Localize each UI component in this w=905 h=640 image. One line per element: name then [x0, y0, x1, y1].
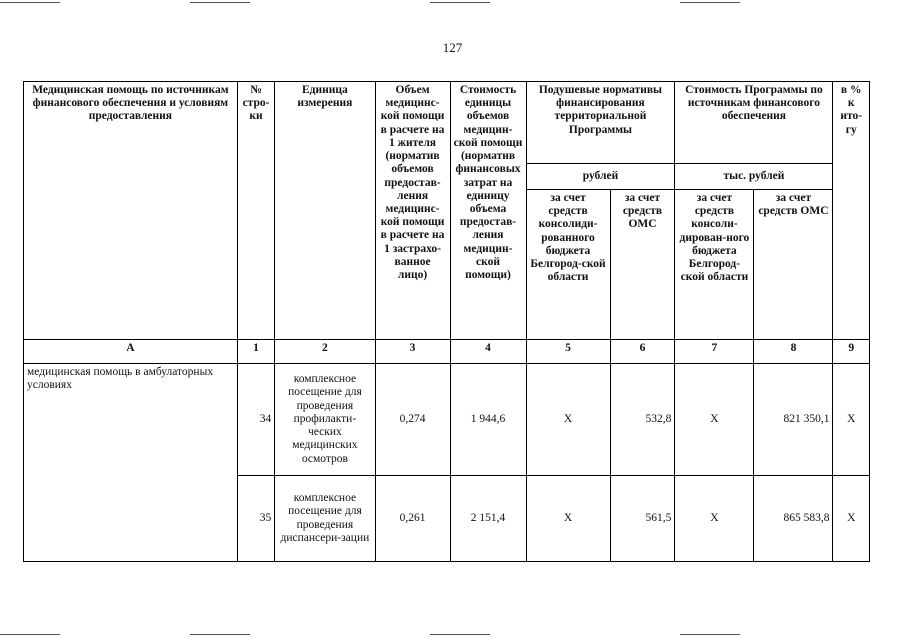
- column-letter: А: [24, 340, 238, 364]
- column-letter: 4: [450, 340, 526, 364]
- header-line-number: № стро-ки: [237, 82, 274, 340]
- column-letter: 8: [754, 340, 833, 364]
- line-number: 34: [237, 364, 274, 476]
- scan-edge-mark: [190, 634, 250, 635]
- cost-budget-cell: Х: [675, 476, 754, 562]
- header-percent: в % к ито-гу: [833, 82, 870, 340]
- line-number: 35: [237, 476, 274, 562]
- per-capita-oms-cell: 561,5: [610, 476, 675, 562]
- unit-cell: комплексное посещение для проведения диспансери-зации: [275, 476, 375, 562]
- section-label: медицинская помощь в амбулаторных условиях: [24, 364, 238, 562]
- volume-cell: 0,261: [375, 476, 450, 562]
- column-letter: 9: [833, 340, 870, 364]
- column-letter: 3: [375, 340, 450, 364]
- header-unit-rubles: рублей: [526, 164, 675, 190]
- header-unit-thousand-rubles: тыс. рублей: [675, 164, 833, 190]
- column-letter: 2: [275, 340, 375, 364]
- header-unit: Единица измерения: [275, 82, 375, 340]
- scan-edge-mark: [430, 2, 490, 3]
- page-number: 127: [442, 40, 463, 55]
- column-letter: 5: [526, 340, 610, 364]
- header-cost-budget: за счет средств консоли-дирован-ного бюджета Белгород-ской области: [675, 190, 754, 340]
- per-capita-budget-cell: Х: [526, 364, 610, 476]
- unit-cost-cell: 1 944,6: [450, 364, 526, 476]
- header-per-capita-budget: за счет средств консолиди-рованного бюджета Белгород-ской области: [526, 190, 610, 340]
- header-cost-oms: за счет средств ОМС: [754, 190, 833, 340]
- volume-cell: 0,274: [375, 364, 450, 476]
- scan-edge-mark: [0, 2, 60, 3]
- column-letter: 6: [610, 340, 675, 364]
- column-letter: 1: [237, 340, 274, 364]
- scan-edge-mark: [0, 634, 60, 635]
- cost-oms-cell: 865 583,8: [754, 476, 833, 562]
- cost-budget-cell: Х: [675, 364, 754, 476]
- unit-cell: комплексное посещение для проведения профилакти-ческих медицинских осмотров: [275, 364, 375, 476]
- cost-oms-cell: 821 350,1: [754, 364, 833, 476]
- unit-cost-cell: 2 151,4: [450, 476, 526, 562]
- per-capita-oms-cell: 532,8: [610, 364, 675, 476]
- table-row: [24, 364, 870, 476]
- scan-edge-mark: [680, 2, 740, 3]
- header-per-capita-oms: за счет средств ОМС: [610, 190, 675, 340]
- scan-edge-mark: [680, 634, 740, 635]
- header-medical-care: Медицинская помощь по источникам финансового обеспечения и условиям предоставления: [24, 82, 238, 340]
- per-capita-budget-cell: Х: [526, 476, 610, 562]
- scan-edge-mark: [190, 2, 250, 3]
- financing-table: [23, 81, 870, 562]
- header-program-cost-group: Стоимость Программы по источникам финансового обеспечения: [675, 82, 833, 164]
- header-per-capita-group: Подушевые нормативы финансирования территориальной Программы: [526, 82, 675, 164]
- header-volume: Объем медицинс-кой помощи в расчете на 1 жителя (норматив объемов предостав-ления медицинс-кой помощи в расчете на 1 застрахо-ванное лицо): [375, 82, 450, 340]
- scan-edge-mark: [430, 634, 490, 635]
- percent-cell: Х: [833, 476, 870, 562]
- percent-cell: Х: [833, 364, 870, 476]
- column-letter: 7: [675, 340, 754, 364]
- header-unit-cost: Стоимость единицы объемов медицин-ской помощи (норматив финансовых затрат на единицу объема предостав-ления медицин-ской помощи): [450, 82, 526, 340]
